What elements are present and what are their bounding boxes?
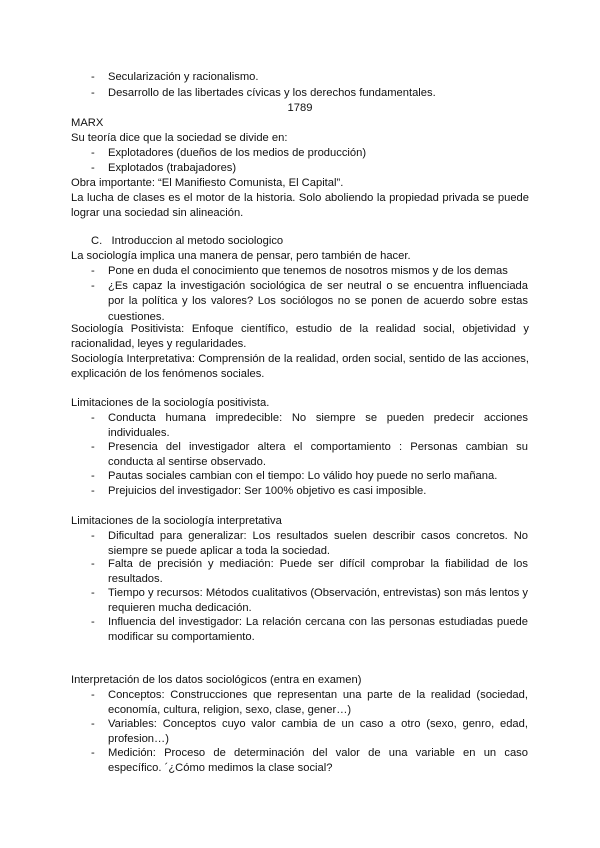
list-item: Medición: Proceso de determinación del valor de una variable en un caso específico. ´¿Cómo medimos la clase social? xyxy=(108,747,528,775)
bullet-dash: - xyxy=(91,587,95,599)
list-item: Tiempo y recursos: Métodos cualitativos (Observación, entrevistas) son más lentos y requieren mucha dedicación. xyxy=(108,587,528,615)
bullet-dash: - xyxy=(91,689,95,701)
list-item: Desarrollo de las libertades cívicas y los derechos fundamentales. xyxy=(108,87,436,99)
bullet-dash: - xyxy=(91,412,95,424)
marx-works: Obra importante: “El Manifiesto Comunista, El Capital”. xyxy=(71,177,344,189)
positivist-definition: Sociología Positivista: Enfoque científico, estudio de la realidad social, objetividad y racionalidad, leyes y regularidades. xyxy=(71,323,529,351)
year-label: 1789 xyxy=(287,102,313,114)
list-item: Variables: Conceptos cuyo valor cambia de un caso a otro (sexo, genro, edad, profesion…) xyxy=(108,718,528,746)
bullet-dash: - xyxy=(91,485,95,497)
bullet-dash: - xyxy=(91,280,95,292)
list-item: Pautas sociales cambian con el tiempo: Lo válido hoy puede no serlo mañana. xyxy=(108,470,498,482)
list-item: Conceptos: Construcciones que representan una parte de la realidad (sociedad, economía, cultura, religion, sexo, clase, gener…) xyxy=(108,689,528,717)
bullet-dash: - xyxy=(91,747,95,759)
bullet-dash: - xyxy=(91,718,95,730)
bullet-dash: - xyxy=(91,162,95,174)
list-item: ¿Es capaz la investigación sociológica de ser neutral o se encuentra influenciada por la política y los valores? Los sociólogos no se ponen de acuerdo sobre estas cuestiones. xyxy=(108,280,528,323)
section-c-intro: La sociología implica una manera de pensar, pero también de hacer. xyxy=(71,250,411,262)
marx-heading: MARX xyxy=(71,117,104,129)
list-item: Presencia del investigador altera el comportamiento : Personas cambian su conducta al sentirse observado. xyxy=(108,441,528,469)
data-interpretation-heading: Interpretación de los datos sociológicos (entra en examen) xyxy=(71,674,362,686)
list-item: Explotadores (dueños de los medios de producción) xyxy=(108,147,367,159)
list-item: Secularización y racionalismo. xyxy=(108,71,259,83)
bullet-dash: - xyxy=(91,530,95,542)
section-c-heading: C. Introduccion al metodo sociologico xyxy=(91,235,284,247)
bullet-dash: - xyxy=(91,265,95,277)
list-item: Influencia del investigador: La relación cercana con las personas estudiadas puede modificar su comportamiento. xyxy=(108,616,528,644)
bullet-dash: - xyxy=(91,87,95,99)
bullet-dash: - xyxy=(91,441,95,453)
list-item: Explotados (trabajadores) xyxy=(108,162,237,174)
interpretive-limits-heading: Limitaciones de la sociología interpretativa xyxy=(71,515,282,527)
bullet-dash: - xyxy=(91,147,95,159)
list-item: Dificultad para generalizar: Los resultados suelen describir casos concretos. No siempre se puede aplicar a toda la sociedad. xyxy=(108,530,528,558)
positivist-limits-heading: Limitaciones de la sociología positivista. xyxy=(71,397,270,409)
marx-intro: Su teoría dice que la sociedad se divide en: xyxy=(71,132,288,144)
interpretive-definition: Sociología Interpretativa: Comprensión de la realidad, orden social, sentido de las acciones, explicación de los fenómenos sociales. xyxy=(71,353,529,381)
list-item: Falta de precisión y mediación: Puede ser difícil comprobar la fiabilidad de los resultados. xyxy=(108,558,528,586)
list-item: Prejuicios del investigador: Ser 100% objetivo es casi imposible. xyxy=(108,485,427,497)
bullet-dash: - xyxy=(91,71,95,83)
marx-struggle: La lucha de clases es el motor de la historia. Solo aboliendo la propiedad privada se puede lograr una sociedad sin alineación. xyxy=(71,192,529,220)
list-item: Conducta humana impredecible: No siempre se pueden predecir acciones individuales. xyxy=(108,412,528,440)
bullet-dash: - xyxy=(91,558,95,570)
bullet-dash: - xyxy=(91,470,95,482)
list-item: Pone en duda el conocimiento que tenemos de nosotros mismos y de los demas xyxy=(108,265,508,277)
bullet-dash: - xyxy=(91,616,95,628)
